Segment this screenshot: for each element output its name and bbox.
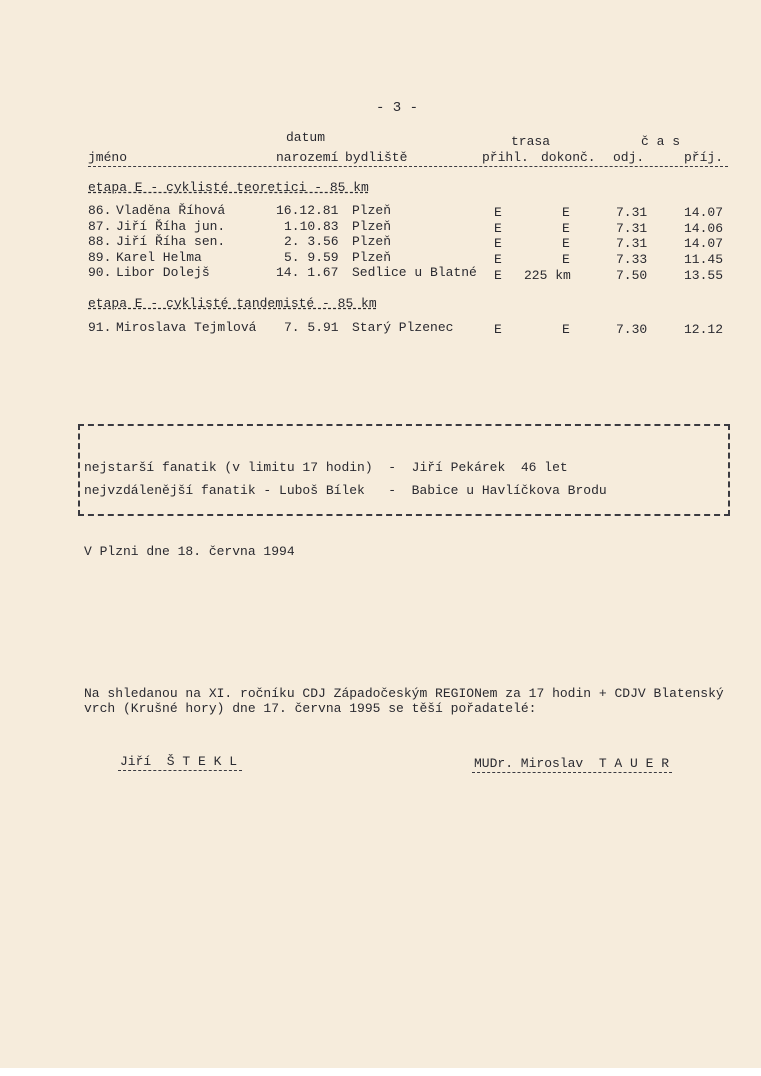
row-prij: 13.55 [684,268,724,283]
row-prihl: E [494,236,502,251]
row-dokonc: E [562,205,570,220]
row-dokonc: E [562,252,570,267]
signature-left: Jiří Š T E K L [120,754,238,769]
row-name: Vladěna Říhová [116,203,226,218]
signature-right-line [472,772,672,773]
row-name: Miroslava Tejmlová [116,320,257,335]
header-odj: odj. [613,150,645,165]
row-odj: 7.50 [616,268,648,283]
row-date: 1.10.83 [284,219,339,234]
row-place: Plzeň [352,234,392,249]
signature-right: MUDr. Miroslav T A U E R [474,756,670,771]
row-name: Libor Dolejš [116,265,210,280]
row-date: 14. 1.67 [276,265,339,280]
row-number: 87. [88,219,112,234]
header-cas: č a s [641,134,681,149]
header-datum: datum [286,130,326,145]
row-place: Starý Plzenec [352,320,454,335]
box-line-oldest-fanatic: nejstarší fanatik (v limitu 17 hodin) - Jiří Pekárek 46 let [84,460,568,475]
header-narozeni: narozemí [276,150,339,165]
row-prihl: E [494,252,502,267]
row-prihl: E [494,221,502,236]
header-jmeno: jméno [88,150,128,165]
row-number: 91. [88,320,112,335]
row-odj: 7.31 [616,221,648,236]
row-dokonc: E [562,322,570,337]
row-name: Jiří Říha jun. [116,219,226,234]
place-date: V Plzni dne 18. června 1994 [84,544,295,559]
row-date: 7. 5.91 [284,320,339,335]
header-trasa: trasa [511,134,551,149]
row-place: Sedlice u Blatné [352,265,477,280]
row-place: Plzeň [352,203,392,218]
row-odj: 7.31 [616,205,648,220]
section-title: etapa E - cyklisté teoretici - 85 km [88,180,369,195]
scan-edge [0,1068,761,1076]
section-title: etapa E - cyklisté tandemisté - 85 km [88,296,377,311]
row-number: 89. [88,250,112,265]
row-prij: 14.07 [684,236,724,251]
header-prihl: přihl. [482,150,529,165]
row-number: 88. [88,234,112,249]
row-number: 86. [88,203,112,218]
header-dokonc: dokonč. [541,150,596,165]
row-date: 2. 3.56 [284,234,339,249]
row-odj: 7.31 [616,236,648,251]
row-odj: 7.30 [616,322,648,337]
row-prihl: E [494,205,502,220]
row-prihl: E [494,322,502,337]
header-rule [88,166,728,167]
row-prij: 11.45 [684,252,724,267]
closing-line-2: vrch (Krušné hory) dne 17. června 1995 se těší pořadatelé: [84,701,537,716]
row-place: Plzeň [352,250,392,265]
row-place: Plzeň [352,219,392,234]
row-dokonc: E [562,221,570,236]
row-number: 90. [88,265,112,280]
closing-line-1: Na shledanou na XI. ročníku CDJ Západočeským REGIONem za 17 hodin + CDJV Blatenský [84,686,724,701]
row-dokonc: 225 km [524,268,571,283]
header-bydliste: bydliště [345,150,408,165]
row-date: 5. 9.59 [284,250,339,265]
header-prij: příj. [684,150,724,165]
row-dokonc: E [562,236,570,251]
row-odj: 7.33 [616,252,648,267]
row-name: Karel Helma [116,250,202,265]
box-line-farthest-fanatic: nejvzdálenější fanatik - Luboš Bílek - Babice u Havlíčkova Brodu [84,483,607,498]
row-prij: 12.12 [684,322,724,337]
page-number: - 3 - [376,100,419,116]
row-date: 16.12.81 [276,203,339,218]
row-prij: 14.06 [684,221,724,236]
row-prij: 14.07 [684,205,724,220]
signature-left-line [118,770,242,771]
row-prihl: E [494,268,502,283]
row-name: Jiří Říha sen. [116,234,226,249]
